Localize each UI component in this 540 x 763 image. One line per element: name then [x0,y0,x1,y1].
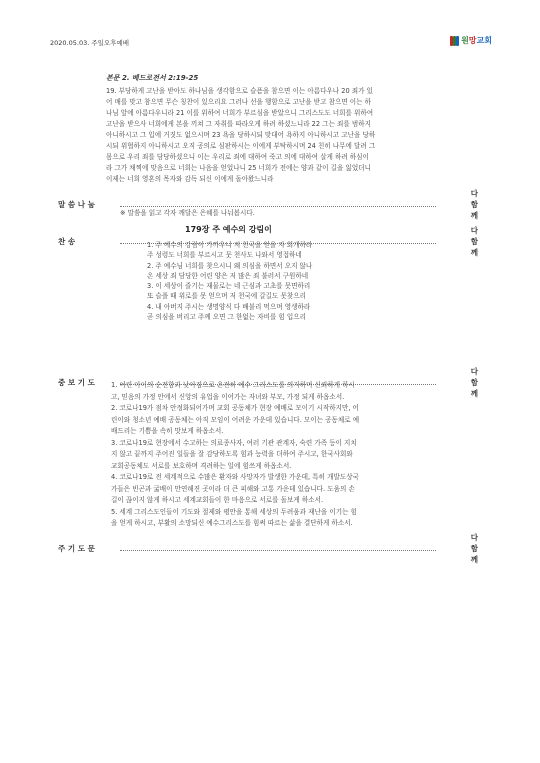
intercession-participants: 다 함 께 [470,367,488,398]
passage-line: 시되 위협하지 아니하시고 오직 공의로 심판하시는 이에게 부탁하시며 24 친히 나무에 달려 그 [106,142,376,150]
logo-text-3: 교회 [476,36,492,45]
hymn-line: 2. 주 예수님 너희를 찾으시니 왜 의심을 하면서 오지 않나 [147,261,313,270]
scripture-passage [106,86,436,185]
passage-line: 이제는 너희 영혼의 목자와 감독 되신 이에게 돌아왔느니라 [106,175,274,183]
logo-text-2: 망 [468,36,477,45]
hymn-label: 찬 송 [58,237,76,246]
prayer-line: 을 얻게 하시고, 부활의 소망되신 예수그리스도를 힘써 따르는 삶을 결단하게 하소서. [111,519,353,527]
intercession-label: 중 보 기 도 [58,378,95,387]
passage-line: 몸으로 우리 죄를 담당하셨으니 이는 우리로 죄에 대하여 죽고 의에 대하여 살게 하려 하심이 [106,153,369,161]
lords-prayer-row [58,532,488,565]
lords-prayer-label: 주 기 도 문 [58,544,95,553]
church-logo [450,35,492,46]
prayer-line: 5. 세계 그리스도인들이 기도와 절제와 평안을 통해 세상의 두려움과 재난을 이기는 힘 [111,507,357,516]
sharing-participants: 다 함 께 [470,189,488,220]
hymn-line: 1. 주 예수의 강림이 가까우니 저 천국을 얻을 자 회개하라 [147,241,313,249]
prayer-line: 배드리는 기쁨을 속히 맛보게 하옵소서. [111,427,224,435]
passage-line: 고난을 받으사 너희에게 본을 끼쳐 그 자취를 따라오게 하려 하셨느니라 22 그는 죄를 범하지 [106,120,371,128]
dotted-leader [120,546,436,551]
logo-mark-icon [450,36,459,46]
hymn-lyrics [147,240,312,322]
header-date-service: 2020.05.03. 주일오후예배 [50,39,130,47]
hymn-line: 또 슬플 때 위로를 못 얻으며 저 천국에 갈길도 못찾으리 [147,292,306,301]
scripture-reference: 본문 2. 베드로전서 2:19-25 [106,74,199,82]
hymn-title: 179장 주 예수의 강림이 [185,225,272,234]
sharing-note: ※ 말씀을 읽고 각자 깨달은 은혜를 나눠봅시다. [120,209,255,217]
intercession-prayers [111,380,441,530]
prayer-line: 3. 코로나19로 현장에서 수고하는 의료종사자, 여러 기관 관계자, 숙련 가족 등이 지치 [111,438,357,447]
passage-line: 어 매를 맞고 참으면 무슨 칭찬이 있으리요 그러나 선을 행함으로 고난을 받고 참으면 이는 하 [106,98,372,106]
hymn-line: 4. 내 아버지 주시는 생명양식 다 배불리 먹으며 영생하라 [147,302,311,311]
hymn-participants: 다 함 께 [470,226,488,257]
hymn-line: 3. 이 세상이 즐기는 재물로는 네 근심과 고초를 못면하리 [147,282,311,291]
lords-prayer-participants: 다 함 께 [470,533,488,564]
prayer-line: 4. 코로나19로 전 세계적으로 수많은 환자와 사망자가 발생한 가운데, 특히 개발도상국 [111,473,359,481]
passage-line: 아니하시고 그 입에 거짓도 없으시며 23 욕을 당하시되 맞대어 욕하지 아니하시고 고난을 당하 [106,131,376,139]
prayer-line: 가들은 빈곤과 굶배이 만연해진 곳이라 더 큰 피해와 고통 가운데 있습니다. 도움의 손 [111,484,355,493]
hymn-line: 주 성령도 너희를 부르시고 뭇 천사도 나와서 영접하네 [147,251,302,260]
prayer-line: 고, 믿음의 가정 안에서 신앙의 유업을 이어가는 자녀와 부모, 가정 되게 하옵소서. [111,392,345,401]
prayer-line: 길이 끊이지 않게 하시고 세계교회들이 한 마음으로 서로를 돌보게 하소서. [111,496,324,504]
prayer-line: 지 않고 끝까지 주어진 일들을 잘 감당하도록 힘과 능력을 더하여 주시고, 한국사회와 [111,450,353,458]
prayer-line: 2. 코로나19가 점차 안정화되어가며 교회 공동체가 현장 예배로 모이기 시작하지만, 어 [111,404,359,412]
prayer-line: 린이와 청소년 예배 공동체는 아직 모임이 어려운 가운데 있습니다. 모이는 공동체로 예 [111,415,360,424]
logo-text-1: 원 [461,36,469,45]
prayer-line: 교회공동체도 서로를 보호하며 격려하는 일에 힘쓰게 하옵소서. [111,461,292,470]
passage-line: 나님 앞에 아름다우니라 21 이를 위하여 너희가 부르심을 받았으니 그리스도도 너희를 위하여 [106,109,374,117]
hymn-line: 곧 의심을 버리고 주께 오면 그 한없는 자비를 힘 입으리 [147,313,306,322]
sharing-label: 말 씀 나 눔 [58,200,95,209]
passage-line: 라 그가 채찍에 맞음으로 너희는 나음을 얻었나니 25 너희가 전에는 양과 같이 길을 잃었더니 [106,164,371,172]
hymn-line: 온 세상 죄 담당한 어린 양은 저 많은 죄 불러서 구원하네 [147,271,309,280]
passage-line: 19. 부당하게 고난을 받아도 하나님을 생각함으로 슬픔을 참으면 이는 아름다우나 20 죄가 있 [106,87,373,95]
prayer-line: 1. 어린 아이의 순전함과 낮아짐으로 온전히 예수 그리스도를 의지하며 신뢰하게 하시 [111,381,355,389]
